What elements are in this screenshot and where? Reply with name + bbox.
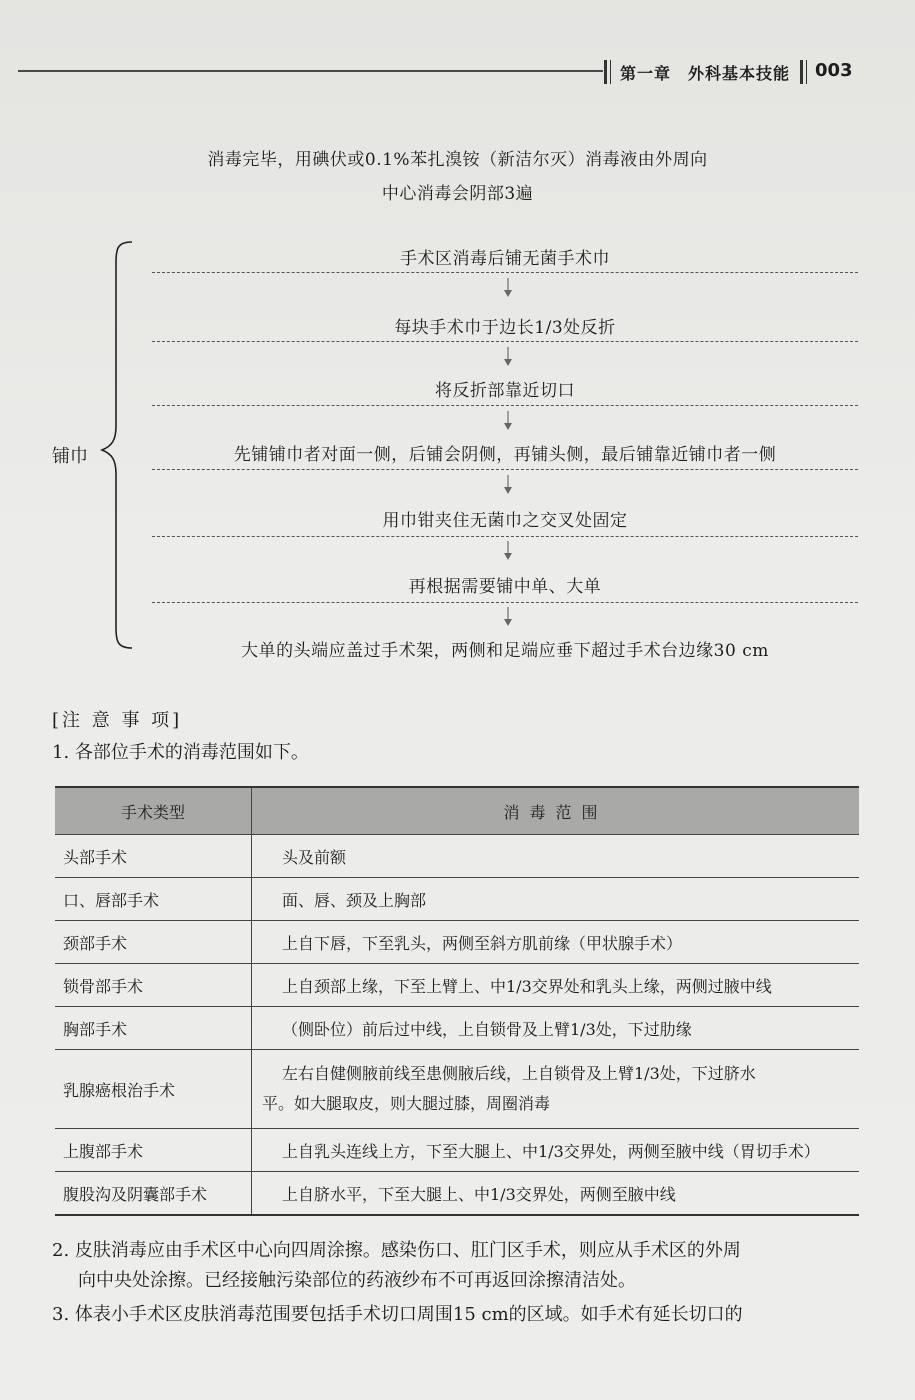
down-arrow-icon: [503, 475, 513, 495]
table-cell: 头部手术: [55, 835, 252, 878]
table-cell: 胸部手术: [55, 1007, 252, 1050]
flow-step: 将反折部靠近切口: [435, 381, 575, 401]
flow-step: 用巾钳夹住无菌巾之交叉处固定: [382, 511, 628, 531]
page-number: 003: [815, 60, 853, 81]
table-cell: 面、唇、颈及上胸部: [252, 878, 860, 921]
table-cell: 颈部手术: [55, 921, 252, 964]
header-rule: [18, 70, 603, 72]
divider: [152, 602, 858, 603]
table-cell: 口、唇部手术: [55, 878, 252, 921]
header-divider: [806, 60, 807, 84]
table-cell: 乳腺癌根治手术: [55, 1050, 252, 1129]
table-row: [55, 1007, 859, 1050]
table-cell: 上自乳头连线上方，下至大腿上、中1/3交界处，两侧至腋中线（胃切手术）: [252, 1129, 860, 1172]
flow-step: 大单的头端应盖过手术架，两侧和足端应垂下超过手术台边缘30 cm: [241, 641, 769, 661]
down-arrow-icon: [503, 278, 513, 298]
curly-brace-icon: [98, 240, 138, 650]
flow-step: 手术区消毒后铺无菌手术巾: [400, 249, 610, 269]
column-header: 消毒范围: [252, 787, 860, 835]
divider: [152, 405, 858, 406]
chapter-title: 第一章 外科基本技能: [620, 64, 791, 83]
divider: [152, 469, 858, 470]
table-cell: （侧卧位）前后过中线，上自锁骨及上臂1/3处，下过肋缘: [252, 1007, 860, 1050]
flow-step: 再根据需要铺中单、大单: [408, 577, 602, 597]
header-divider: [610, 60, 611, 84]
flow-intro-line1: 消毒完毕，用碘伏或0.1%苯扎溴铵（新洁尔灭）消毒液由外周向: [207, 150, 708, 170]
divider: [152, 341, 858, 342]
table-row: [55, 921, 859, 964]
down-arrow-icon: [503, 347, 513, 367]
table-cell: 头及前额: [252, 835, 860, 878]
brace-label: 铺巾: [52, 446, 88, 467]
note-line: 向中央处涂擦。已经接触污染部位的药液纱布不可再返回涂擦清洁处。: [78, 1270, 636, 1291]
note-item: [52, 1300, 862, 1330]
flow-intro-line2: 中心消毒会阴部3遍: [381, 184, 534, 204]
table-cell: 上腹部手术: [55, 1129, 252, 1172]
table-cell-line: 左右自健侧腋前线至患侧腋后线，上自锁骨及上臂1/3处，下过脐水: [282, 1064, 756, 1083]
note-item: [52, 1236, 862, 1296]
table-row: [55, 1129, 859, 1172]
section-heading: [注 意 事 项]: [52, 710, 183, 731]
divider: [152, 272, 858, 273]
table-cell: 锁骨部手术: [55, 964, 252, 1007]
flow-step: 先铺铺巾者对面一侧，后铺会阴侧，再铺头侧，最后铺靠近铺巾者一侧: [233, 445, 777, 465]
flow-step: 每块手术巾于边长1/3处反折: [394, 318, 616, 338]
table-row: [55, 835, 859, 878]
table-cell: 上自下唇，下至乳头，两侧至斜方肌前缘（甲状腺手术）: [252, 921, 860, 964]
table-cell: [252, 1050, 860, 1129]
divider: [152, 536, 858, 537]
column-header: 手术类型: [55, 787, 252, 835]
table-row: [55, 964, 859, 1007]
table-cell-line: 平。如大腿取皮，则大腿过膝，周圈消毒: [262, 1094, 551, 1113]
table-row: [55, 878, 859, 921]
note-item: 1. 各部位手术的消毒范围如下。: [52, 742, 309, 763]
down-arrow-icon: [503, 541, 513, 561]
header-divider: [800, 60, 803, 84]
down-arrow-icon: [503, 411, 513, 431]
header-divider: [604, 60, 607, 84]
table-row: [55, 1050, 859, 1129]
table-header-row: [55, 787, 859, 835]
table-cell: 上自颈部上缘，下至上臂上、中1/3交界处和乳头上缘，两侧过腋中线: [252, 964, 860, 1007]
table-cell: 上自脐水平，下至大腿上、中1/3交界处，两侧至腋中线: [252, 1172, 860, 1216]
note-line: 3. 体表小手术区皮肤消毒范围要包括手术切口周围15 cm的区域。如手术有延长切口的: [52, 1304, 743, 1325]
table-cell: 腹股沟及阴囊部手术: [55, 1172, 252, 1216]
table-row: [55, 1172, 859, 1216]
disinfection-scope-table: [55, 786, 859, 1216]
down-arrow-icon: [503, 607, 513, 627]
note-line: 2. 皮肤消毒应由手术区中心向四周涂擦。感染伤口、肛门区手术，则应从手术区的外周: [52, 1240, 741, 1261]
